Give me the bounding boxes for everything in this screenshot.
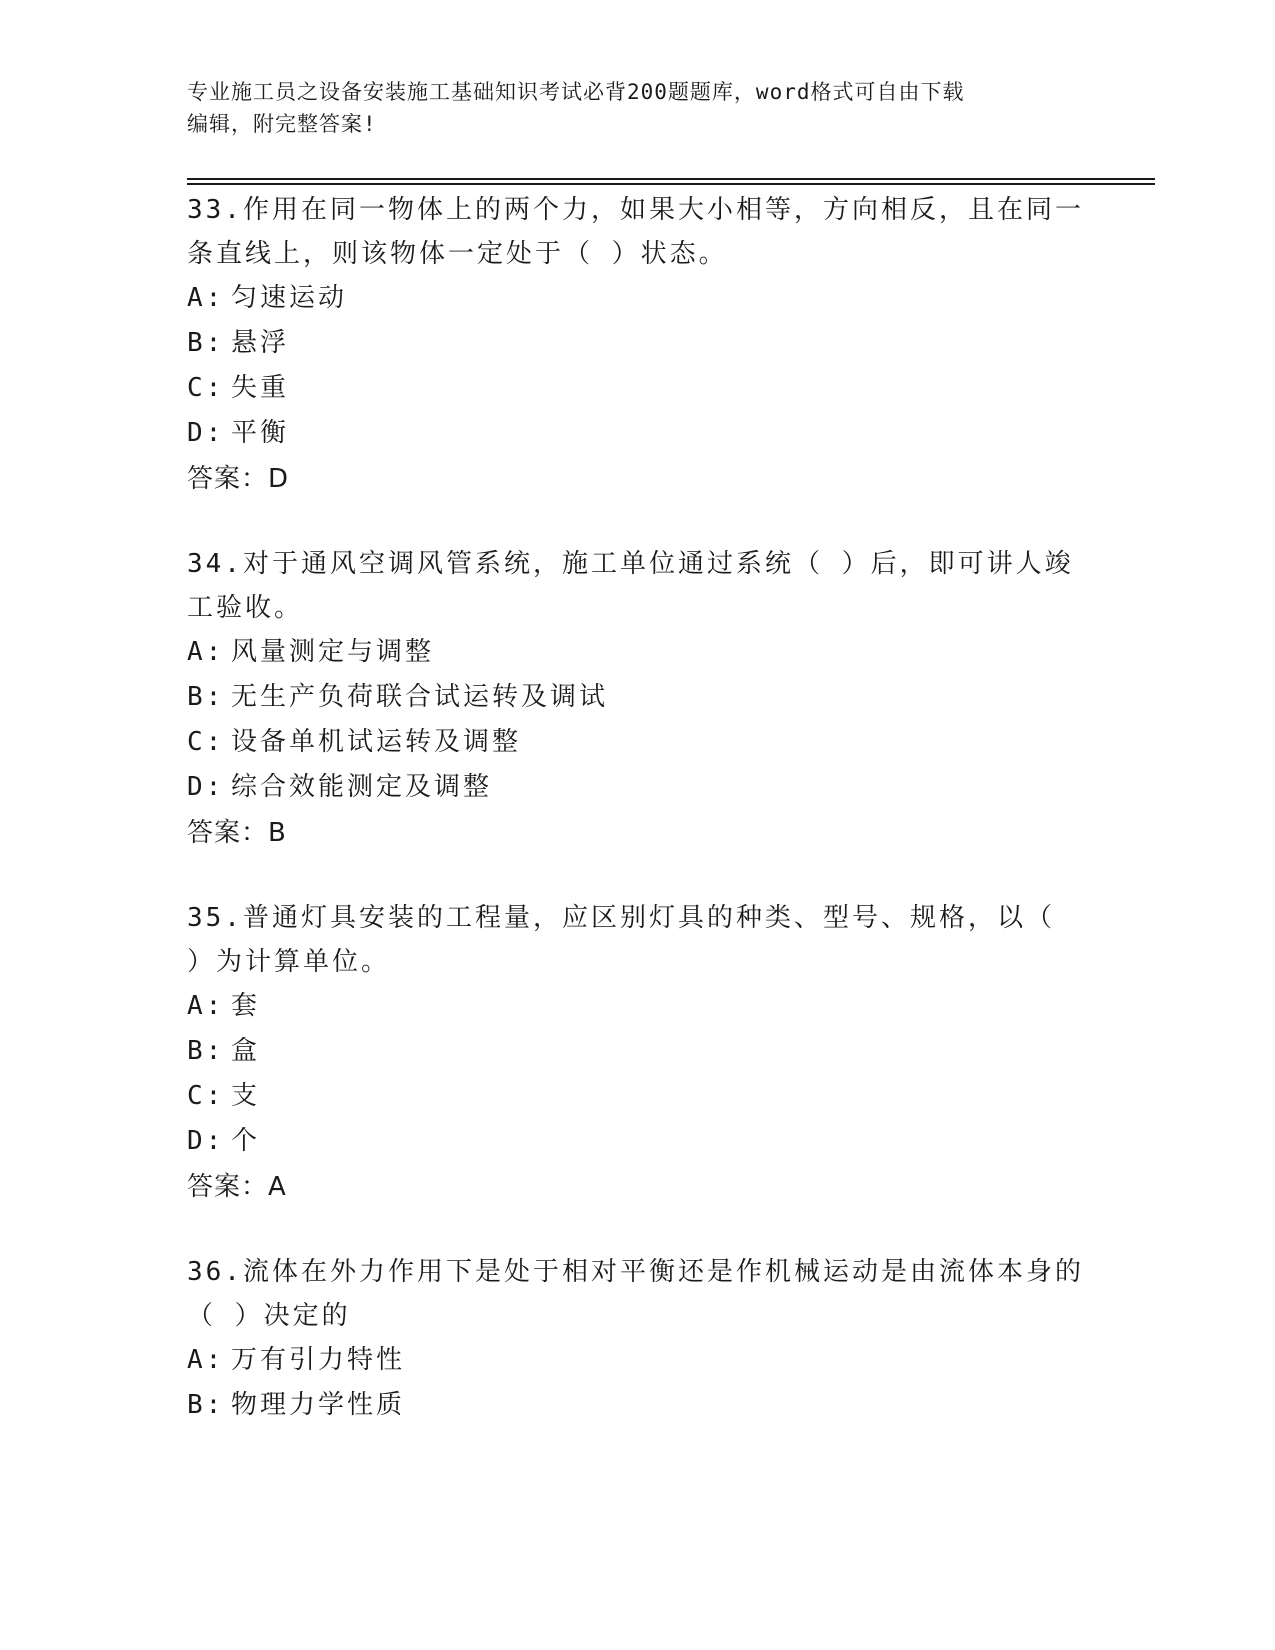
document-header [187,76,1067,140]
option-text: 综合效能测定及调整 [231,772,493,802]
question-text-line-2: ）为计算单位。 [187,947,391,977]
question-35 [187,896,1087,1210]
question-text-line-1: 36.流体在外力作用下是处于相对平衡还是作机械运动是由流体本身的 [187,1257,1084,1287]
option-a [187,630,1087,675]
option-text: 物理力学性质 [231,1390,406,1420]
answer: 答案：A [187,1172,287,1202]
option-text: 个 [231,1126,261,1156]
option-a [187,1338,1087,1383]
option-text: 支 [231,1081,261,1111]
question-34 [187,542,1087,856]
question-text-line-2: （ ）决定的 [187,1301,351,1331]
option-key: C: [187,727,225,757]
option-b [187,321,1087,366]
option-key: C: [187,373,225,403]
option-text: 设备单机试运转及调整 [231,727,522,757]
option-text: 盒 [231,1036,261,1066]
header-divider-top [187,178,1155,180]
option-text: 匀速运动 [231,283,348,313]
option-text: 套 [231,991,261,1021]
answer: 答案：B [187,818,287,848]
option-key: B: [187,682,225,712]
question-text-line-2: 工验收。 [187,593,304,623]
option-text: 万有引力特性 [231,1345,406,1375]
answer: 答案：D [187,464,290,494]
option-key: A: [187,637,225,667]
question-33 [187,188,1087,502]
option-b [187,675,1087,720]
option-a [187,984,1087,1029]
option-key: D: [187,418,225,448]
header-line-2: 编辑，附完整答案! [187,112,377,136]
option-text: 无生产负荷联合试运转及调试 [231,682,609,712]
option-key: B: [187,328,225,358]
question-text-line-1: 34.对于通风空调风管系统，施工单位通过系统（ ）后，即可讲人竣 [187,549,1074,579]
option-key: B: [187,1390,225,1420]
option-text: 平衡 [231,418,290,448]
option-key: D: [187,1126,225,1156]
option-b [187,1383,1087,1428]
option-c [187,1074,1087,1119]
option-text: 风量测定与调整 [231,637,435,667]
option-key: D: [187,772,225,802]
option-key: A: [187,1345,225,1375]
question-list [187,188,1087,1468]
option-d [187,765,1087,810]
question-36 [187,1250,1087,1428]
option-d [187,1119,1087,1164]
option-c [187,366,1087,411]
option-b [187,1029,1087,1074]
question-text-line-2: 条直线上，则该物体一定处于（ ）状态。 [187,239,728,269]
option-key: A: [187,991,225,1021]
option-key: A: [187,283,225,313]
header-line-1: 专业施工员之设备安装施工基础知识考试必背200题题库，word格式可自由下载 [187,80,965,104]
question-text-line-1: 35.普通灯具安装的工程量，应区别灯具的种类、型号、规格，以（ [187,903,1055,933]
header-divider-bottom [187,183,1155,185]
option-text: 悬浮 [231,328,290,358]
option-c [187,720,1087,765]
option-a [187,276,1087,321]
option-key: C: [187,1081,225,1111]
option-key: B: [187,1036,225,1066]
option-d [187,411,1087,456]
option-text: 失重 [231,373,290,403]
question-text-line-1: 33.作用在同一物体上的两个力，如果大小相等，方向相反，且在同一 [187,195,1084,225]
